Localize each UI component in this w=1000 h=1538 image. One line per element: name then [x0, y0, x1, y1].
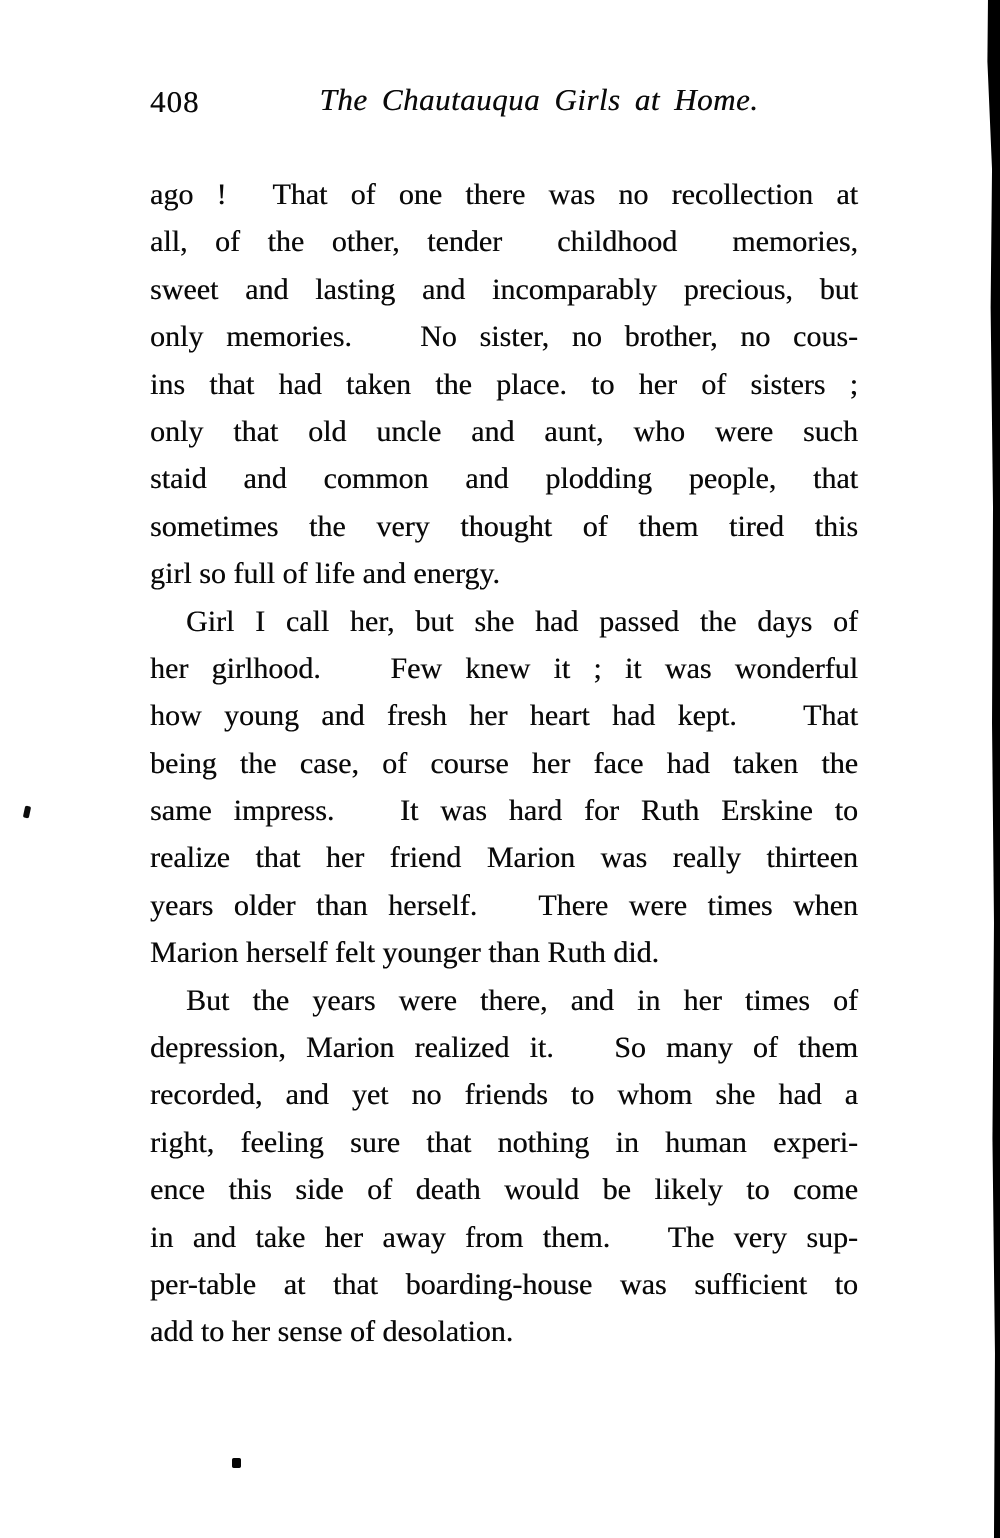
- text-line: only that old uncle and aunt, who were such: [150, 414, 858, 448]
- text-line: Marion herself felt younger than Ruth did.: [150, 936, 660, 970]
- text-line: girl so full of life and energy.: [150, 557, 500, 591]
- text-line: only memories. No sister, no brother, no cous-: [150, 320, 858, 354]
- ink-speck: [23, 806, 31, 819]
- text-line: right, feeling sure that nothing in human experi-: [150, 1125, 858, 1159]
- text-line: realize that her friend Marion was really thirteen: [150, 841, 858, 875]
- text-line: sometimes the very thought of them tired this: [150, 509, 858, 543]
- text-line: per-table at that boarding-house was sufficient to: [150, 1267, 858, 1301]
- text-line: being the case, of course her face had taken the: [150, 746, 858, 780]
- text-line: her girlhood. Few knew it ; it was wonderful: [150, 651, 858, 685]
- running-header: [150, 82, 858, 124]
- text-line: all, of the other, tender childhood memories,: [150, 225, 858, 259]
- text-line: depression, Marion realized it. So many of them: [150, 1031, 858, 1065]
- text-line: ence this side of death would be likely to come: [150, 1173, 858, 1207]
- text-line: add to her sense of desolation.: [150, 1315, 514, 1349]
- text-line: Girl I call her, but she had passed the days of: [186, 604, 858, 638]
- running-title: The Chautauqua Girls at Home.: [319, 82, 759, 117]
- text-line: years older than herself. There were times when: [150, 888, 858, 922]
- page-number: 408: [150, 84, 200, 119]
- text-line: same impress. It was hard for Ruth Erskine to: [150, 794, 858, 828]
- text-line: ins that had taken the place. to her of sisters ;: [150, 367, 858, 401]
- scan-edge-artifact: [986, 0, 1000, 1538]
- text-line: recorded, and yet no friends to whom she had a: [150, 1078, 858, 1112]
- ink-speck: [232, 1458, 241, 1468]
- body-text: [150, 171, 858, 1356]
- text-line: But the years were there, and in her times of: [186, 983, 858, 1017]
- text-line: in and take her away from them. The very sup-: [150, 1220, 858, 1254]
- text-line: ago ! That of one there was no recollection at: [150, 178, 858, 211]
- text-line: sweet and lasting and incomparably precious, but: [150, 272, 858, 306]
- text-line: staid and common and plodding people, that: [150, 462, 858, 496]
- text-line: how young and fresh her heart had kept. That: [150, 699, 858, 733]
